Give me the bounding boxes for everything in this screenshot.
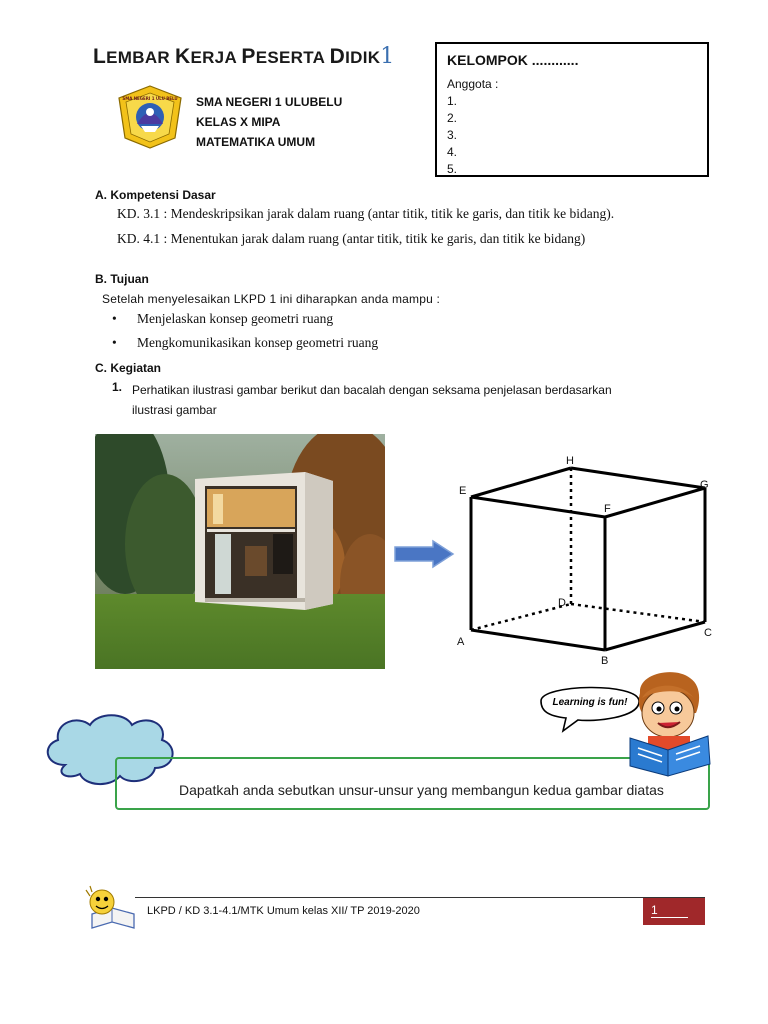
worksheet-title: LEMBAR KERJA PESERTA DIDIK1 xyxy=(93,44,395,69)
vertex-f-label: F xyxy=(604,503,611,515)
vertex-a-label: A xyxy=(457,636,465,648)
vertex-c-label: C xyxy=(704,627,712,639)
anggota-list xyxy=(447,76,498,178)
school-name: SMA NEGERI 1 ULUBELU xyxy=(196,95,343,109)
member-1: 1. xyxy=(447,94,458,108)
school-class: KELAS X MIPA xyxy=(196,115,281,129)
tujuan-item-1: • Menjelaskan konsep geometri ruang xyxy=(112,311,334,326)
cube-house-photo xyxy=(95,434,385,669)
bullet-icon: • xyxy=(112,311,117,326)
school-logo xyxy=(115,84,185,150)
reading-kid-illustration xyxy=(620,668,715,780)
vertex-h-label: H xyxy=(566,455,574,467)
kd-4-1: KD. 4.1 : Menentukan jarak dalam ruang (antar titik, titik ke garis, dan titik ke bidang) xyxy=(117,231,586,246)
member-2: 2. xyxy=(447,111,458,125)
cube-diagram xyxy=(455,450,725,670)
tujuan-item-2: • Mengkomunikasikan konsep geometri ruang xyxy=(112,335,379,350)
kelompok-box xyxy=(435,42,709,177)
member-4: 4. xyxy=(447,145,458,159)
vertex-g-label: G xyxy=(700,479,709,491)
footer-mascot-icon xyxy=(82,884,140,932)
question-text: Dapatkah anda sebutkan unsur-unsur yang membangun kedua gambar diatas xyxy=(179,782,664,798)
kegiatan-1-number: 1. xyxy=(112,380,123,394)
bubble-text: Learning is fun! xyxy=(552,697,628,708)
tujuan-intro: Setelah menyelesaikan LKPD 1 ini diharapkan anda mampu : xyxy=(102,292,441,306)
footer-text: LKPD / KD 3.1-4.1/MTK Umum kelas XII/ TP 2019-2020 xyxy=(147,905,420,917)
kd-3-1: KD. 3.1 : Mendeskripsikan jarak dalam ruang (antar titik, titik ke garis, dan titik ke bidang). xyxy=(117,206,615,221)
vertex-b-label: B xyxy=(601,655,609,667)
school-info xyxy=(196,92,342,152)
page-number-box xyxy=(643,898,705,925)
section-a-title: A. Kompetensi Dasar xyxy=(95,188,216,202)
vertex-e-label: E xyxy=(459,485,467,497)
section-c-title: C. Kegiatan xyxy=(95,361,162,375)
school-subject: MATEMATIKA UMUM xyxy=(196,135,316,149)
footer-divider xyxy=(135,897,705,898)
anggota-label: Anggota : xyxy=(447,77,499,91)
vertex-d-label: D xyxy=(558,597,566,609)
kegiatan-1-text: Perhatikan ilustrasi gambar berikut dan bacalah dengan seksama penjelasan berdasarkan ilustrasi gambar xyxy=(132,383,612,417)
right-arrow-icon xyxy=(393,539,455,569)
logo-text: SMA NEGERI 1 ULU BELU xyxy=(122,96,178,101)
kelompok-title: KELOMPOK ............ xyxy=(447,52,579,68)
member-5: 5. xyxy=(447,162,458,176)
bullet-icon: • xyxy=(112,335,117,350)
member-3: 3. xyxy=(447,128,458,142)
section-b-title: B. Tujuan xyxy=(95,272,149,286)
page-number: 1 xyxy=(651,903,688,918)
